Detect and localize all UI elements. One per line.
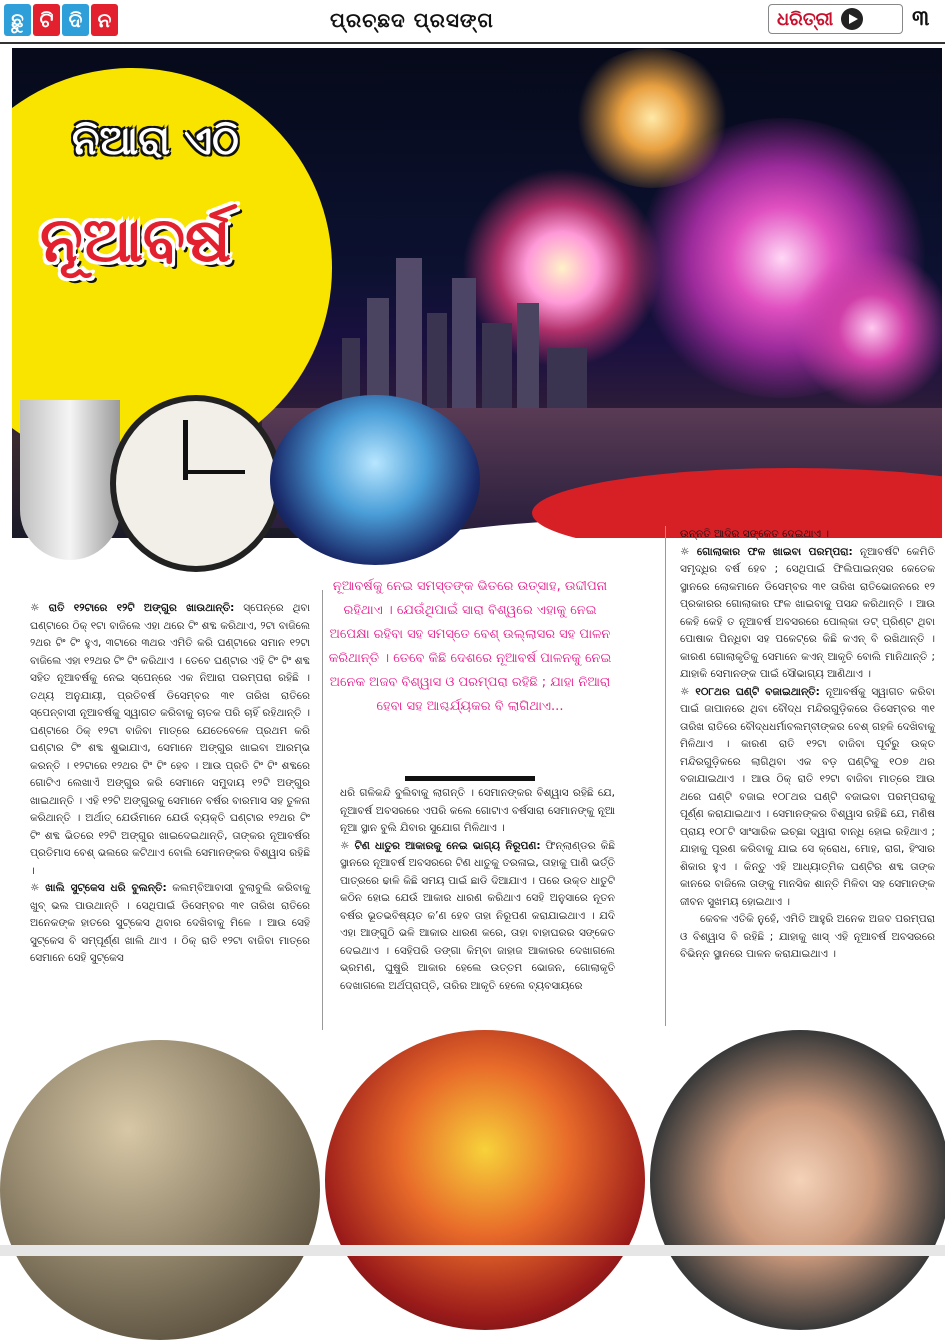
- page-number: ୩: [912, 6, 930, 31]
- masthead-letter-2: ଟି: [33, 4, 60, 36]
- clock-image: [110, 395, 282, 572]
- article-column-3: [680, 526, 935, 964]
- paragraph: [340, 838, 615, 996]
- hero-title: ନୂଆବର୍ଷ: [40, 203, 231, 276]
- empty-pocket-coins-image: [650, 1030, 945, 1330]
- body-text: ସ୍ପେନ୍ରେ ଥିବା ଘଣ୍ଟାରେ ଠିକ୍ ୧ଟା ବାଜିଲେ ଏହା ଥରେ ଟିଂ ଶବ୍ଦ କରିଥାଏ, ୨ଟା ବାଜିଲେ ୨ଥର ଟିଂ ଟିଂ ହୁଏ, ୩ଟାରେ ୩ଥର ଏମିତି କରି ଘଣ୍ଟାରେ ସମାନ ୧୨ଟା ବାଜିଲେ ଏହା ୧୨ଥର ଟିଂ ଟିଂ କରିଥାଏ । ତେବେ ଘଣ୍ଟାର ଏହି ଟିଂ ଟିଂ ଶବ୍ଦ ସହିତ ନୂଆବର୍ଷକୁ ନେଇ ସ୍ପେନ୍ରେ ଏକ ନିଆରା ପରମ୍ପରା ରହିଛି । ତଥ୍ୟ ଅନୁଯାୟୀ, ପ୍ରତିବର୍ଷ ଡିସେମ୍ବର ୩୧ ତାରିଖ ରାତିରେ ସ୍ପେନ୍ବାସୀ ନୂଆବର୍ଷକୁ ସ୍ୱାଗତ କରିବାକୁ ଚାତକ ପରି ଚାହିଁ ରହିଥାନ୍ତି । ଘଣ୍ଟାରେ ଠିକ୍ ୧୨ଟା ବାଜିବା ମାତ୍ରେ ଯେତେବେଳେ ପ୍ରଥମ କରି ଘଣ୍ଟାର ଟିଂ ଶବ୍ଦ ଶୁଭାଯାଏ, ସେମାନେ ଅଙ୍ଗୁର ଖାଇବା ଆରମ୍ଭ କରନ୍ତି । ୧୨ଟାରେ ୧୨ଥର ଟିଂ ଟିଂ ହେବ । ଆଉ ପ୍ରତି ଟିଂ ଟିଂ ଶବ୍ଦରେ ଗୋଟିଏ ଲେଖାଏଁ ଅଙ୍ଗୁର କରି ସେମାନେ ସମୁଦାୟ ୧୨ଟି ଅଙ୍ଗୁର ଖାଇଥାନ୍ତି । ଏହି ୧୨ଟି ଅଙ୍ଗୁରକୁ ସେମାନେ ବର୍ଷର ବାରମାସ ସହ ତୁଳନା କରିଥାନ୍ତି । ଅର୍ଥାତ୍ ଯେଉଁମାନେ ଯେଉଁ ବ୍ୟକ୍ତି ଘଣ୍ଟାର ୧୨ଥର ଟିଂ ଟିଂ ଶବ୍ଦ ଭିତରେ ୧୨ଟି ଅଙ୍ଗୁର ଖାଇଦେଇଥାନ୍ତି, ତାଙ୍କର ନୂଆବର୍ଷର ପ୍ରତିମାସ ବେଶ୍ ଭଲରେ କଟିଥାଏ ବୋଲି ସେମାନଙ୍କର ବିଶ୍ୱାସ ରହିଛି ।: [30, 602, 310, 877]
- skyline-building: [517, 303, 539, 408]
- article-column-1: [30, 600, 310, 968]
- masthead-letter-4: ନ: [91, 4, 118, 36]
- paragraph: କେବଳ ଏତିକି ନୁହେଁ, ଏମିତି ଆହୁରି ଅନେକ ଅଜବ ପରମ୍ପରା ଓ ବିଶ୍ୱାସ ବି ରହିଛି ; ଯାହାକୁ ଖାସ୍ ଏହି ନୂଆବର୍ଷ ଅବସରରେ ବିଭିନ୍ନ ସ୍ଥାନରେ ପାଳନ କରାଯାଇଥାଏ ।: [680, 913, 935, 960]
- play-icon[interactable]: [841, 8, 863, 30]
- brand-logo[interactable]: [768, 4, 903, 34]
- bells-image: [0, 1040, 320, 1340]
- paragraph: [680, 684, 935, 912]
- column-divider: [322, 590, 323, 1030]
- article-column-2: [340, 785, 615, 995]
- paragraph: [680, 544, 935, 684]
- fruits-image: [325, 1030, 645, 1330]
- brand-name: ଧରିତ୍ରୀ: [777, 8, 834, 30]
- pull-quote-rule: [405, 776, 535, 781]
- section-title: ପ୍ରଚ୍ଛଦ ପ୍ରସଙ୍ଗ: [330, 8, 494, 32]
- body-text: ନୂଆବର୍ଷକୁ ସ୍ୱାଗତ କରିବା ପାଇଁ ଜାପାନରେ ଥିବା ବୌଦ୍ଧ ମନ୍ଦିରଗୁଡ଼ିକରେ ଡିସେମ୍ବର ୩୧ ତାରିଖ ରାତିରେ ବୌଦ୍ଧଧର୍ମାବଲମ୍ବୀଙ୍କର ବେଶ୍ ଗହଳି ଦେଖିବାକୁ ମିଳିଥାଏ । କାରଣ ରାତି ୧୨ଟା ବାଜିବା ପୂର୍ବରୁ ଉକ୍ତ ମନ୍ଦିରଗୁଡ଼ିକରେ ଲାଗିଥିବା ଏକ ବଡ଼ ଘଣ୍ଟିକୁ ୧୦୭ ଥର ବଜାଯାଇଥାଏ । ଆଉ ଠିକ୍ ରାତି ୧୨ଟା ବାଜିବା ମାତ୍ରେ ଆଉ ଥରେ ଘଣ୍ଟି ବଜାଇ ୧୦୮ଥର ଘଣ୍ଟି ବଜାଇବା ପରମ୍ପରାକୁ ପୂର୍ଣ୍ଣ କରାଯାଇଥାଏ । ସେମାନଙ୍କର ବିଶ୍ୱାସ ରହିଛି ଯେ, ମଣିଷ ପ୍ରାୟ ୧୦୮ଟି ସାଂସାରିକ ଇଚ୍ଛା ଦ୍ୱାରା ବାନ୍ଧି ହୋଇ ରହିଥାଏ ; ଯାହାକୁ ପୂରଣ କରିବାକୁ ଯାଇ ସେ କ୍ରୋଧ, ମୋହ, ରାଗ, ହିଂସାର ଶିକାର ହୁଏ । କିନ୍ତୁ ଏହି ଆଧ୍ୟାତ୍ମିକ ଘଣ୍ଟିର ଶବ୍ଦ ତାଙ୍କ କାନରେ ବାଜିଲେ ତାଙ୍କୁ ମାନସିକ ଶାନ୍ତି ମିଳିବା ସହ ସେମାନଙ୍କ ଜୀବନ ସୁଖମୟ ହୋଇଥାଏ ।: [680, 685, 936, 908]
- subheading: ☼ ରାତି ୧୨ଟାରେ ୧୨ଟି ଅଙ୍ଗୁର ଖାଉଥାନ୍ତି:: [30, 602, 235, 614]
- column-divider: [665, 526, 666, 1026]
- subheading: ☼ ୧୦୮ଥର ଘଣ୍ଟି ବଜାଇଥାନ୍ତି:: [680, 685, 820, 698]
- masthead: [4, 4, 118, 36]
- paragraph: ଧରି ଗଳିକନ୍ଦି ବୁଲିବାକୁ ଲାଗନ୍ତି । ସେମାନଙ୍କର ବିଶ୍ୱାସ ରହିଛି ଯେ, ନୂଆବର୍ଷ ଅବସରରେ ଏପରି କଲେ ଗୋଟାଏ ବର୍ଷସାରା ସେମାନଙ୍କୁ ନୂଆ ନୂଆ ସ୍ଥାନ ବୁଲି ଯିବାର ସୁଯୋଗ ମିଳିଥାଏ ।: [340, 787, 615, 834]
- skyline-building: [482, 323, 512, 408]
- body-text: ଫିନ୍ଲାଣ୍ଡର କିଛି ସ୍ଥାନରେ ନୂଆବର୍ଷ ଅବସରରେ ଟିଣ ଧାତୁକୁ ତରଳାଇ, ତାହାକୁ ପାଣି ଭର୍ତ୍ତି ପାତ୍ରରେ ଢାଳି କିଛି ସମୟ ପାଇଁ ଛାଡି ଦିଆଯାଏ । ପରେ ଉକ୍ତ ଧାତୁଟି କଠିନ ହୋଇ ଯେଉଁ ଆକାର ଧାରଣ କରିଥାଏ ସେହି ଅନୁସାରେ ନୂତନ ବର୍ଷର ଭୂତଭବିଷ୍ୟତ କ’ଣ ହେବ ତାହା ନିରୂପଣ କରାଯାଇଥାଏ । ଯଦି ଏହା ଆଙ୍ଗୁଠି ଭଳି ଆକାର ଧାରଣ କରେ, ତାହା ବାହାଘରର ସଙ୍କେତ ଦେଇଥାଏ । ସେହିପରି ଡଙ୍ଗା କିମ୍ବା ଜାହାଜ ଆକାରର ଦେଖାଗଲେ ଭ୍ରମଣ, ଘୁଷୁରି ଆକାର ହେଲେ ଉତ୍ତମ ଭୋଜନ, ଗୋଲାକୃତି ଦେଖାଗଲେ ଅର୍ଥପ୍ରାପ୍ତି, ତାରିର ଆକୃତି ହେଲେ ବ୍ୟବସାୟରେ: [340, 839, 615, 992]
- subheading: ☼ ଟିଣ ଧାତୁର ଆକାରକୁ ନେଇ ଭାଗ୍ୟ ନିରୂପଣ:: [340, 839, 541, 852]
- grapes-glass-image: [20, 400, 120, 560]
- crowd-celebration-image: [270, 395, 480, 565]
- skyline-building: [547, 348, 587, 408]
- hero-tagline: ନିଆରା ଏଠି: [72, 118, 239, 164]
- footer-bar: [0, 1245, 945, 1256]
- paragraph: [30, 880, 310, 968]
- subheading: ☼ ଗୋଲାକାର ଫଳ ଖାଇବା ପରମ୍ପରା:: [680, 545, 853, 558]
- skyline-building: [367, 298, 389, 408]
- skyline-building: [452, 278, 476, 408]
- firework-burst: [572, 48, 732, 188]
- masthead-letter-3: ଦି: [62, 4, 89, 36]
- pull-quote: ନୂଆବର୍ଷକୁ ନେଇ ସମସ୍ତଙ୍କ ଭିତରେ ଉତ୍ସାହ, ଉଦ୍ଦୀପନା ରହିଥାଏ । ଯେଉଁଥିପାଇଁ ସାରା ବିଶ୍ୱରେ ଏହାକୁ ନେଇ ଅପେକ୍ଷା ରହିବା ସହ ସମସ୍ତେ ବେଶ୍ ଉଲ୍ଲାସର ସହ ପାଳନ କରିଥାନ୍ତି । ତେବେ କିଛି ଦେଶରେ ନୂଆବର୍ଷ ପାଳନକୁ ନେଇ ଅନେକ ଅଜବ ବିଶ୍ୱାସ ଓ ପରମ୍ପରା ରହିଛି ; ଯାହା ନିଆରା ହେବା ସହ ଆଶ୍ଚର୍ଯ୍ୟକର ବି ଲାଗିଥାଏ...: [328, 579, 612, 714]
- paragraph: [30, 600, 310, 880]
- body-text: ନୂଆବର୍ଷଟି କେମିତି ସମୃଦ୍ଧିର ବର୍ଷ ହେବ ; ସେଥିପାଇଁ ଫିଲିପାଇନ୍ସର କେତେକ ସ୍ଥାନରେ ଲୋକମାନେ ଡିସେମ୍ବର ୩୧ ତାରିଖ ରାତିଭୋଜନରେ ୧୨ ପ୍ରକାରର ଗୋଲାକାର ଫଳ ଖାଇବାକୁ ପସନ୍ଦ କରିଥାନ୍ତି । ଆଉ କେହି କେହି ତ ନୂଆବର୍ଷ ଅବସରରେ ପୋଲ୍କା ଡଟ୍ ପ୍ରିଣ୍ଟ ଥିବା ପୋଷାକ ପିନ୍ଧିବା ସହ ପକେଟ୍ରେ କିଛି କଏନ୍ ବି ରଖିଥାନ୍ତି । କାରଣ ଗୋଲାକୃତିକୁ ସେମାନେ କଏନ୍ ଆକୃତି ବୋଲି ମାନିଥାନ୍ତି ; ଯାହାକି ସେମାନଙ୍କ ପାଇଁ ସୌଭାଗ୍ୟ ଆଣିଥାଏ ।: [680, 545, 935, 680]
- firework-burst: [792, 248, 942, 408]
- masthead-letter-1: ଛୁ: [4, 4, 31, 36]
- skyline-building: [396, 258, 422, 408]
- skyline-building: [427, 313, 447, 408]
- paragraph: ଉନ୍ନତି ଆଦିର ସଙ୍କେତ ଦେଇଥାଏ ।: [680, 528, 830, 540]
- body-text: କଲମ୍ବିଆବାସୀ ବୁଲାବୁଲି କରିବାକୁ ଖୁବ୍ ଭଲ ପାଉଥାନ୍ତି । ସେଥିପାଇଁ ଡିସେମ୍ବର ୩୧ ତାରିଖ ରାତିରେ ଅନେକଙ୍କ ହାତରେ ସୁଟ୍କେସ ଥିବାର ଦେଖିବାକୁ ମିଳେ । ଆଉ ସେହି ସୁଟ୍କେସ ବି ସମ୍ପୂର୍ଣ୍ଣ ଖାଲି ଥାଏ । ଠିକ୍ ରାତି ୧୨ଟା ବାଜିବା ମାତ୍ରେ ସେମାନେ ସେହି ସୁଟ୍କେସ: [30, 882, 310, 964]
- clock-minute-hand: [185, 470, 245, 474]
- subheading: ☼ ଖାଲି ସୁଟ୍କେସ ଧରି ବୁଲନ୍ତି:: [30, 882, 167, 894]
